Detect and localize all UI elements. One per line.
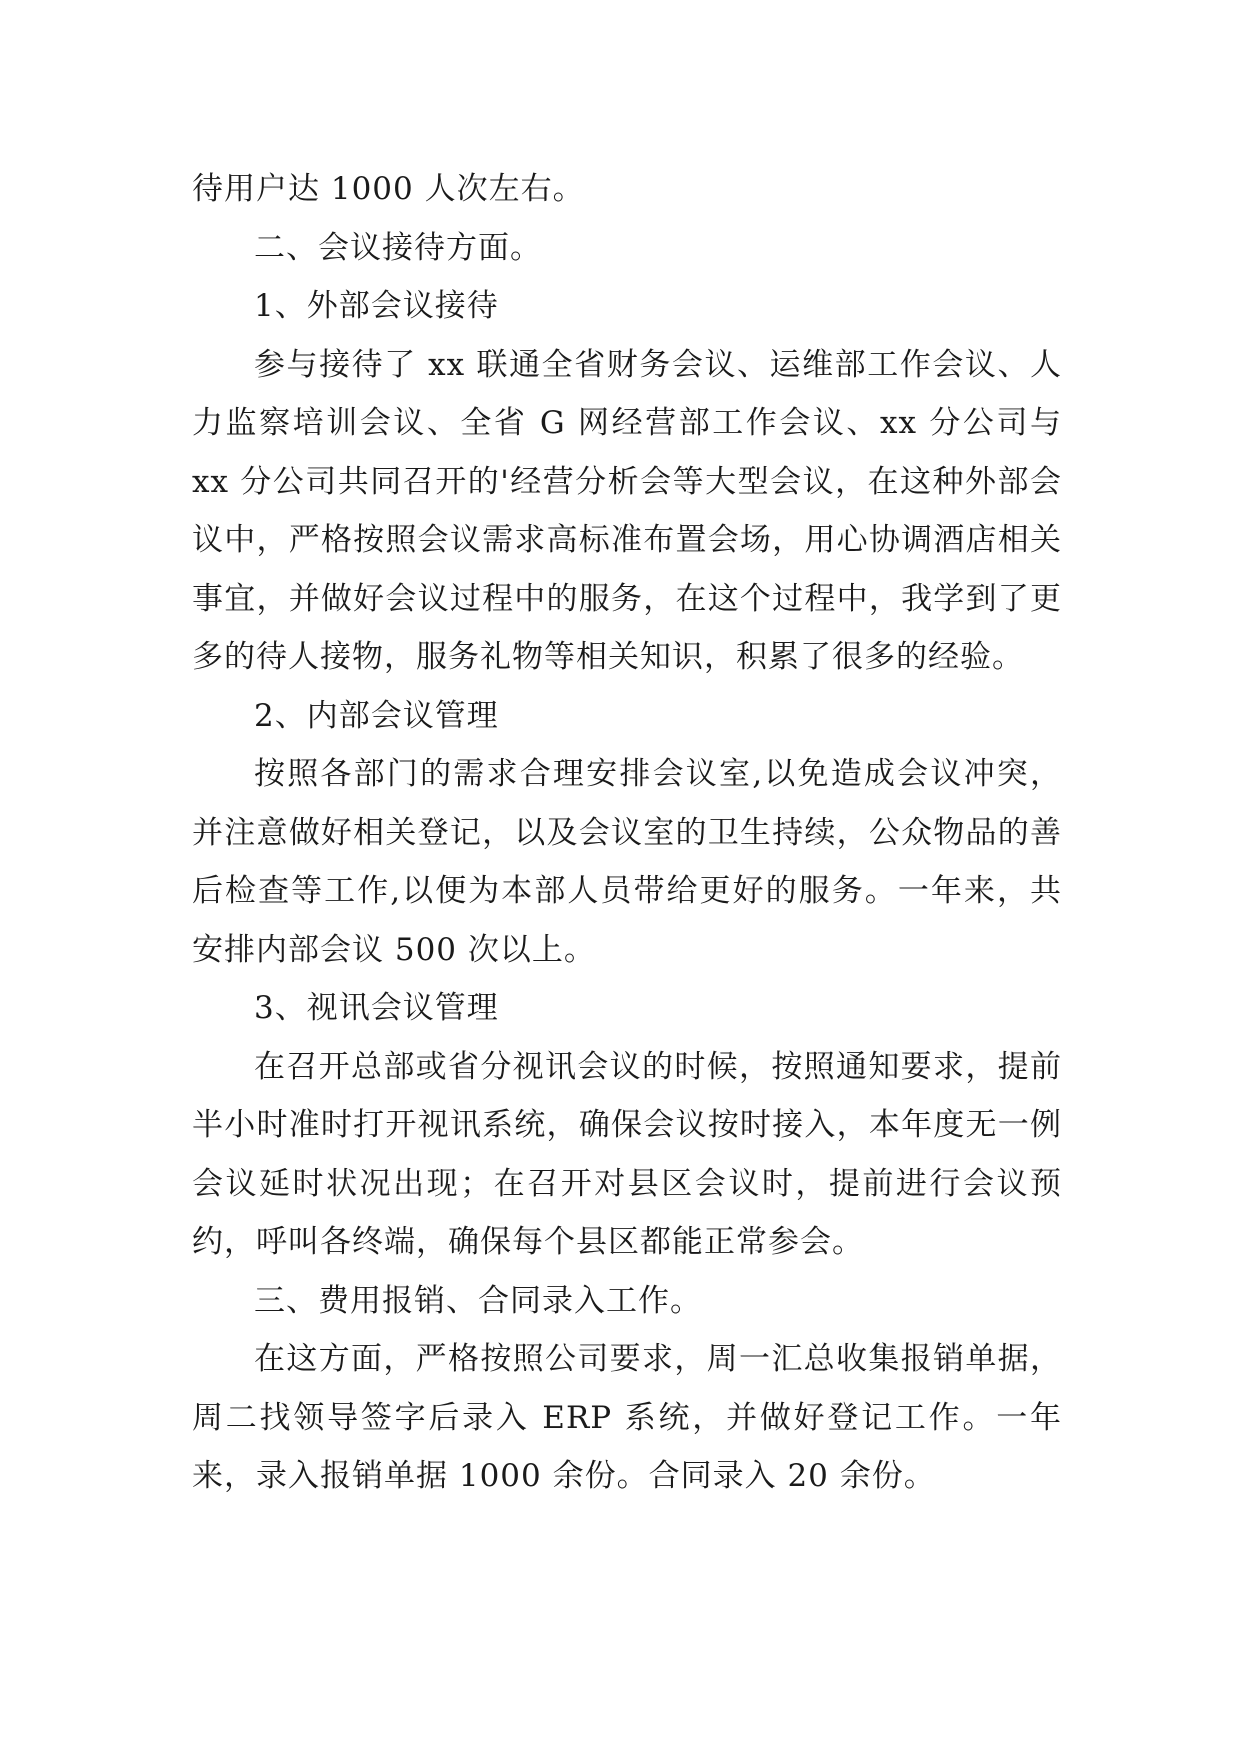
- section-heading-expenses-contracts: 三、费用报销、合同录入工作。: [254, 1282, 702, 1319]
- subheading-video-meetings: 3、视讯会议管理: [254, 990, 499, 1026]
- document-body: [192, 160, 1062, 1506]
- subheading-internal-meetings: 2、内部会议管理: [254, 697, 499, 734]
- paragraph-external-meetings: 参与接待了 xx 联通全省财务会议、运维部工作会议、人力监察培训会议、全省 G 网经营部工作会议、xx 分公司与 xx 分公司共同召开的'经营分析会等大型会议，在这种外部会议中，严格按照会议需求高标准布置会场，用心协调酒店相关事宜，并做好会议过程中的服务，在这个过程中，我学到了更多的待人接物，服务礼物等相关知识，积累了很多的经验。: [192, 346, 1062, 675]
- subheading-external-meetings: 1、外部会议接待: [254, 288, 499, 324]
- section-heading-meeting-reception: 二、会议接待方面。: [254, 229, 542, 266]
- paragraph-video-meetings: 在召开总部或省分视讯会议的时候，按照通知要求，提前半小时准时打开视讯系统，确保会议按时接入，本年度无一例会议延时状况出现；在召开对县区会议时，提前进行会议预约，呼叫各终端，确保每个县区都能正常参会。: [192, 1048, 1062, 1260]
- paragraph-expenses-contracts: 在这方面，严格按照公司要求，周一汇总收集报销单据，周二找领导签字后录入 ERP 系统，并做好登记工作。一年来，录入报销单据 1000 余份。合同录入 20 余份。: [192, 1341, 1062, 1494]
- paragraph-internal-meetings: 按照各部门的需求合理安排会议室,以免造成会议冲突，并注意做好相关登记，以及会议室的卫生持续，公众物品的善后检查等工作,以便为本部人员带给更好的服务。一年来，共安排内部会议 500 次以上。: [192, 756, 1062, 968]
- paragraph-continuation: 待用户达 1000 人次左右。: [192, 171, 585, 207]
